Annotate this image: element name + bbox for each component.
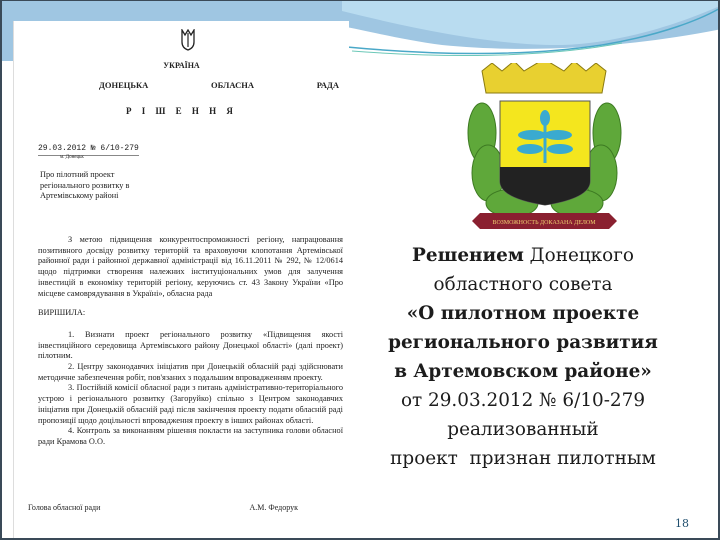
signature-name: А.М. Федорук (249, 503, 298, 512)
doc-decided: ВИРІШИЛА: (38, 308, 86, 318)
doc-type: Р І Ш Е Н Н Я (126, 106, 237, 116)
slide-caption (362, 241, 684, 473)
trident-emblem-icon (180, 29, 196, 51)
caption-line: регионального развития (388, 332, 658, 353)
doc-preamble: З метою підвищення конкурентоспроможності регіону, напрацювання позитивного досвіду розвитку територій та враховуючи клопотання Артемівської районної ради і районної державної адміністрації від 16.11.2011 № 292, № 12/0614 щодо підтримки створення належних інституціональних умов для залучення інвестицій в економіку територій регіону, керуючись ст. 43 Закону України «Про місцеве самоврядування в Україні», обласна рада (38, 235, 343, 298)
coat-of-arms-motto: ВОЗМОЖНОСТЬ ДОКАЗАНА ДЕЛОМ (492, 220, 596, 226)
doc-body (38, 235, 343, 448)
council-word: РАДА (316, 80, 339, 90)
doc-date-number: 29.03.2012 № 6/10-279 (38, 144, 139, 156)
doc-council (99, 80, 339, 91)
doc-signature (28, 503, 338, 514)
caption-line (362, 241, 684, 270)
caption-line: проект признан пилотным (390, 448, 656, 469)
doc-item: 2. Центру законодавчих ініціатив при Донецькій обласній раді здійснювати методичне забезпечення робіт, пов'язаних з подальшим впровадженням проекту. (38, 362, 343, 382)
doc-subject: Про пілотний проект регіонального розвитку в Артемівському районі (40, 170, 130, 200)
caption-line: от 29.03.2012 № 6/10-279 (400, 390, 646, 411)
caption-line: в Артемовском районе» (394, 361, 652, 382)
council-word: ОБЛАСНА (211, 80, 254, 90)
doc-country: УКРАЇНА (163, 61, 200, 70)
doc-item: 4. Контроль за виконанням рішення покласти на заступника голови обласної ради Крамова О.О. (38, 426, 343, 446)
signature-title: Голова обласної ради (28, 503, 101, 512)
page-number: 18 (675, 517, 689, 530)
donetsk-coat-of-arms-icon (452, 63, 637, 233)
caption-line: реализованный (447, 419, 599, 440)
doc-item: 1. Визнати проект регіонального розвитку «Підвищення якості інвестиційного середовища Артемівського району Донецької області» (далі проект) пілотним. (38, 329, 343, 361)
doc-city: м. Донецьк (60, 155, 84, 160)
decision-document-scan (13, 21, 349, 540)
caption-text: Донецкого (523, 245, 634, 266)
caption-bold: Решением (412, 245, 524, 266)
caption-line: областного совета (433, 274, 613, 295)
caption-line: «О пилотном проекте (406, 303, 640, 324)
council-word: ДОНЕЦЬКА (99, 80, 149, 90)
doc-item: 3. Постійній комісії обласної ради з питань адміністративно-територіального устрою і регіонального розвитку (Загоруйко) спільно з Центром законодавчих ініціатив при Донецькій обласній раді після закінчення проекту подати обласній раді пропозиції щодо доцільності впровадження проекту в інших районах області. (38, 383, 343, 425)
